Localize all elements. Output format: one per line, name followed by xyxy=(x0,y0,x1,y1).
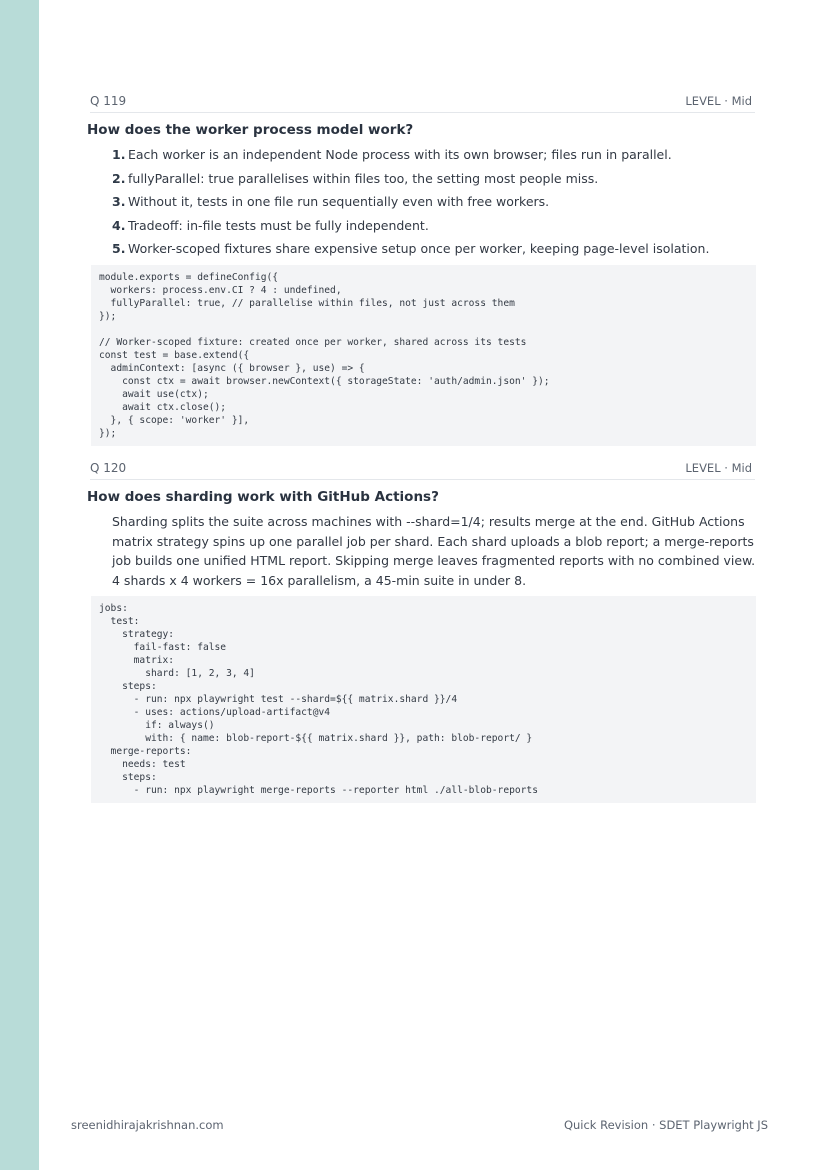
answer-item-text: Without it, tests in one file run sequentially even with free workers. xyxy=(128,194,550,210)
answer-item-text: Tradeoff: in-file tests must be fully independent. xyxy=(128,217,429,233)
question-level: LEVEL · Mid xyxy=(685,94,752,108)
answer-item-number: 3. xyxy=(112,194,126,210)
sidebar-band xyxy=(0,0,39,1170)
code-block: module.exports = defineConfig({ workers: process.env.CI ? 4 : undefined, fullyParallel: true, // parallelise within files, not just across them }); // Worker-scoped fixture: created once per worker, shared across its tests const test = base.extend({ adminContext: [async ({ browser }, use) => { const ctx = await browser.newContext({ storageState: 'auth/admin.json' }); await use(ctx); await ctx.close(); }, { scope: 'worker' }], }); xyxy=(91,265,756,446)
answer-item-text: Each worker is an independent Node process with its own browser; files run in parallel. xyxy=(128,147,672,162)
answer-item xyxy=(112,194,752,218)
question-title: How does the worker process model work? xyxy=(87,122,414,138)
answer-item-text: fullyParallel: true parallelises within files too, the setting most people miss. xyxy=(128,170,599,186)
question-number: Q 120 xyxy=(90,461,127,475)
question-number: Q 119 xyxy=(90,94,127,108)
answer-item-number: 1. xyxy=(112,147,126,162)
question-header xyxy=(90,92,755,113)
question-title: How does sharding work with GitHub Actions? xyxy=(87,489,439,505)
answer-item-number: 2. xyxy=(112,170,126,186)
answer-item-number: 5. xyxy=(112,241,126,257)
answer-paragraph: Sharding splits the suite across machines with --shard=1/4; results merge at the end. GitHub Actions matrix strategy spins up one parallel job per shard. Each shard uploads a blob report; a merge-reports job builds one unified HTML report. Skipping merge leaves fragmented reports with no combined view. 4 shards x 4 workers = 16x parallelism, a 45-min suite in under 8. xyxy=(112,514,756,588)
answer-item xyxy=(112,218,752,242)
question-block-120 xyxy=(87,459,756,796)
answer-item-text: Worker-scoped fixtures share expensive setup once per worker, keeping page-level isolation. xyxy=(128,241,710,257)
answer-item xyxy=(112,171,752,195)
question-header xyxy=(90,459,755,480)
answer-item xyxy=(112,147,752,171)
footer-document-title: Quick Revision · SDET Playwright JS xyxy=(563,1118,768,1132)
footer-site: sreenidhirajakrishnan.com xyxy=(71,1118,224,1132)
answer-item-number: 4. xyxy=(112,217,126,233)
question-level: LEVEL · Mid xyxy=(685,461,752,475)
question-block-119 xyxy=(87,92,755,439)
code-block: jobs: test: strategy: fail-fast: false matrix: shard: [1, 2, 3, 4] steps: - run: npx playwright test --shard=${{ matrix.shard }}/4 - uses: actions/upload-artifact@v4 if: always() with: { name: blob-report-${{ matrix.shard }}, path: blob-report/ } merge-reports: needs: test steps: - run: npx playwright merge-reports --reporter html ./all-blob-reports xyxy=(91,596,756,803)
answer-item xyxy=(112,241,752,265)
answer-list xyxy=(112,147,752,265)
